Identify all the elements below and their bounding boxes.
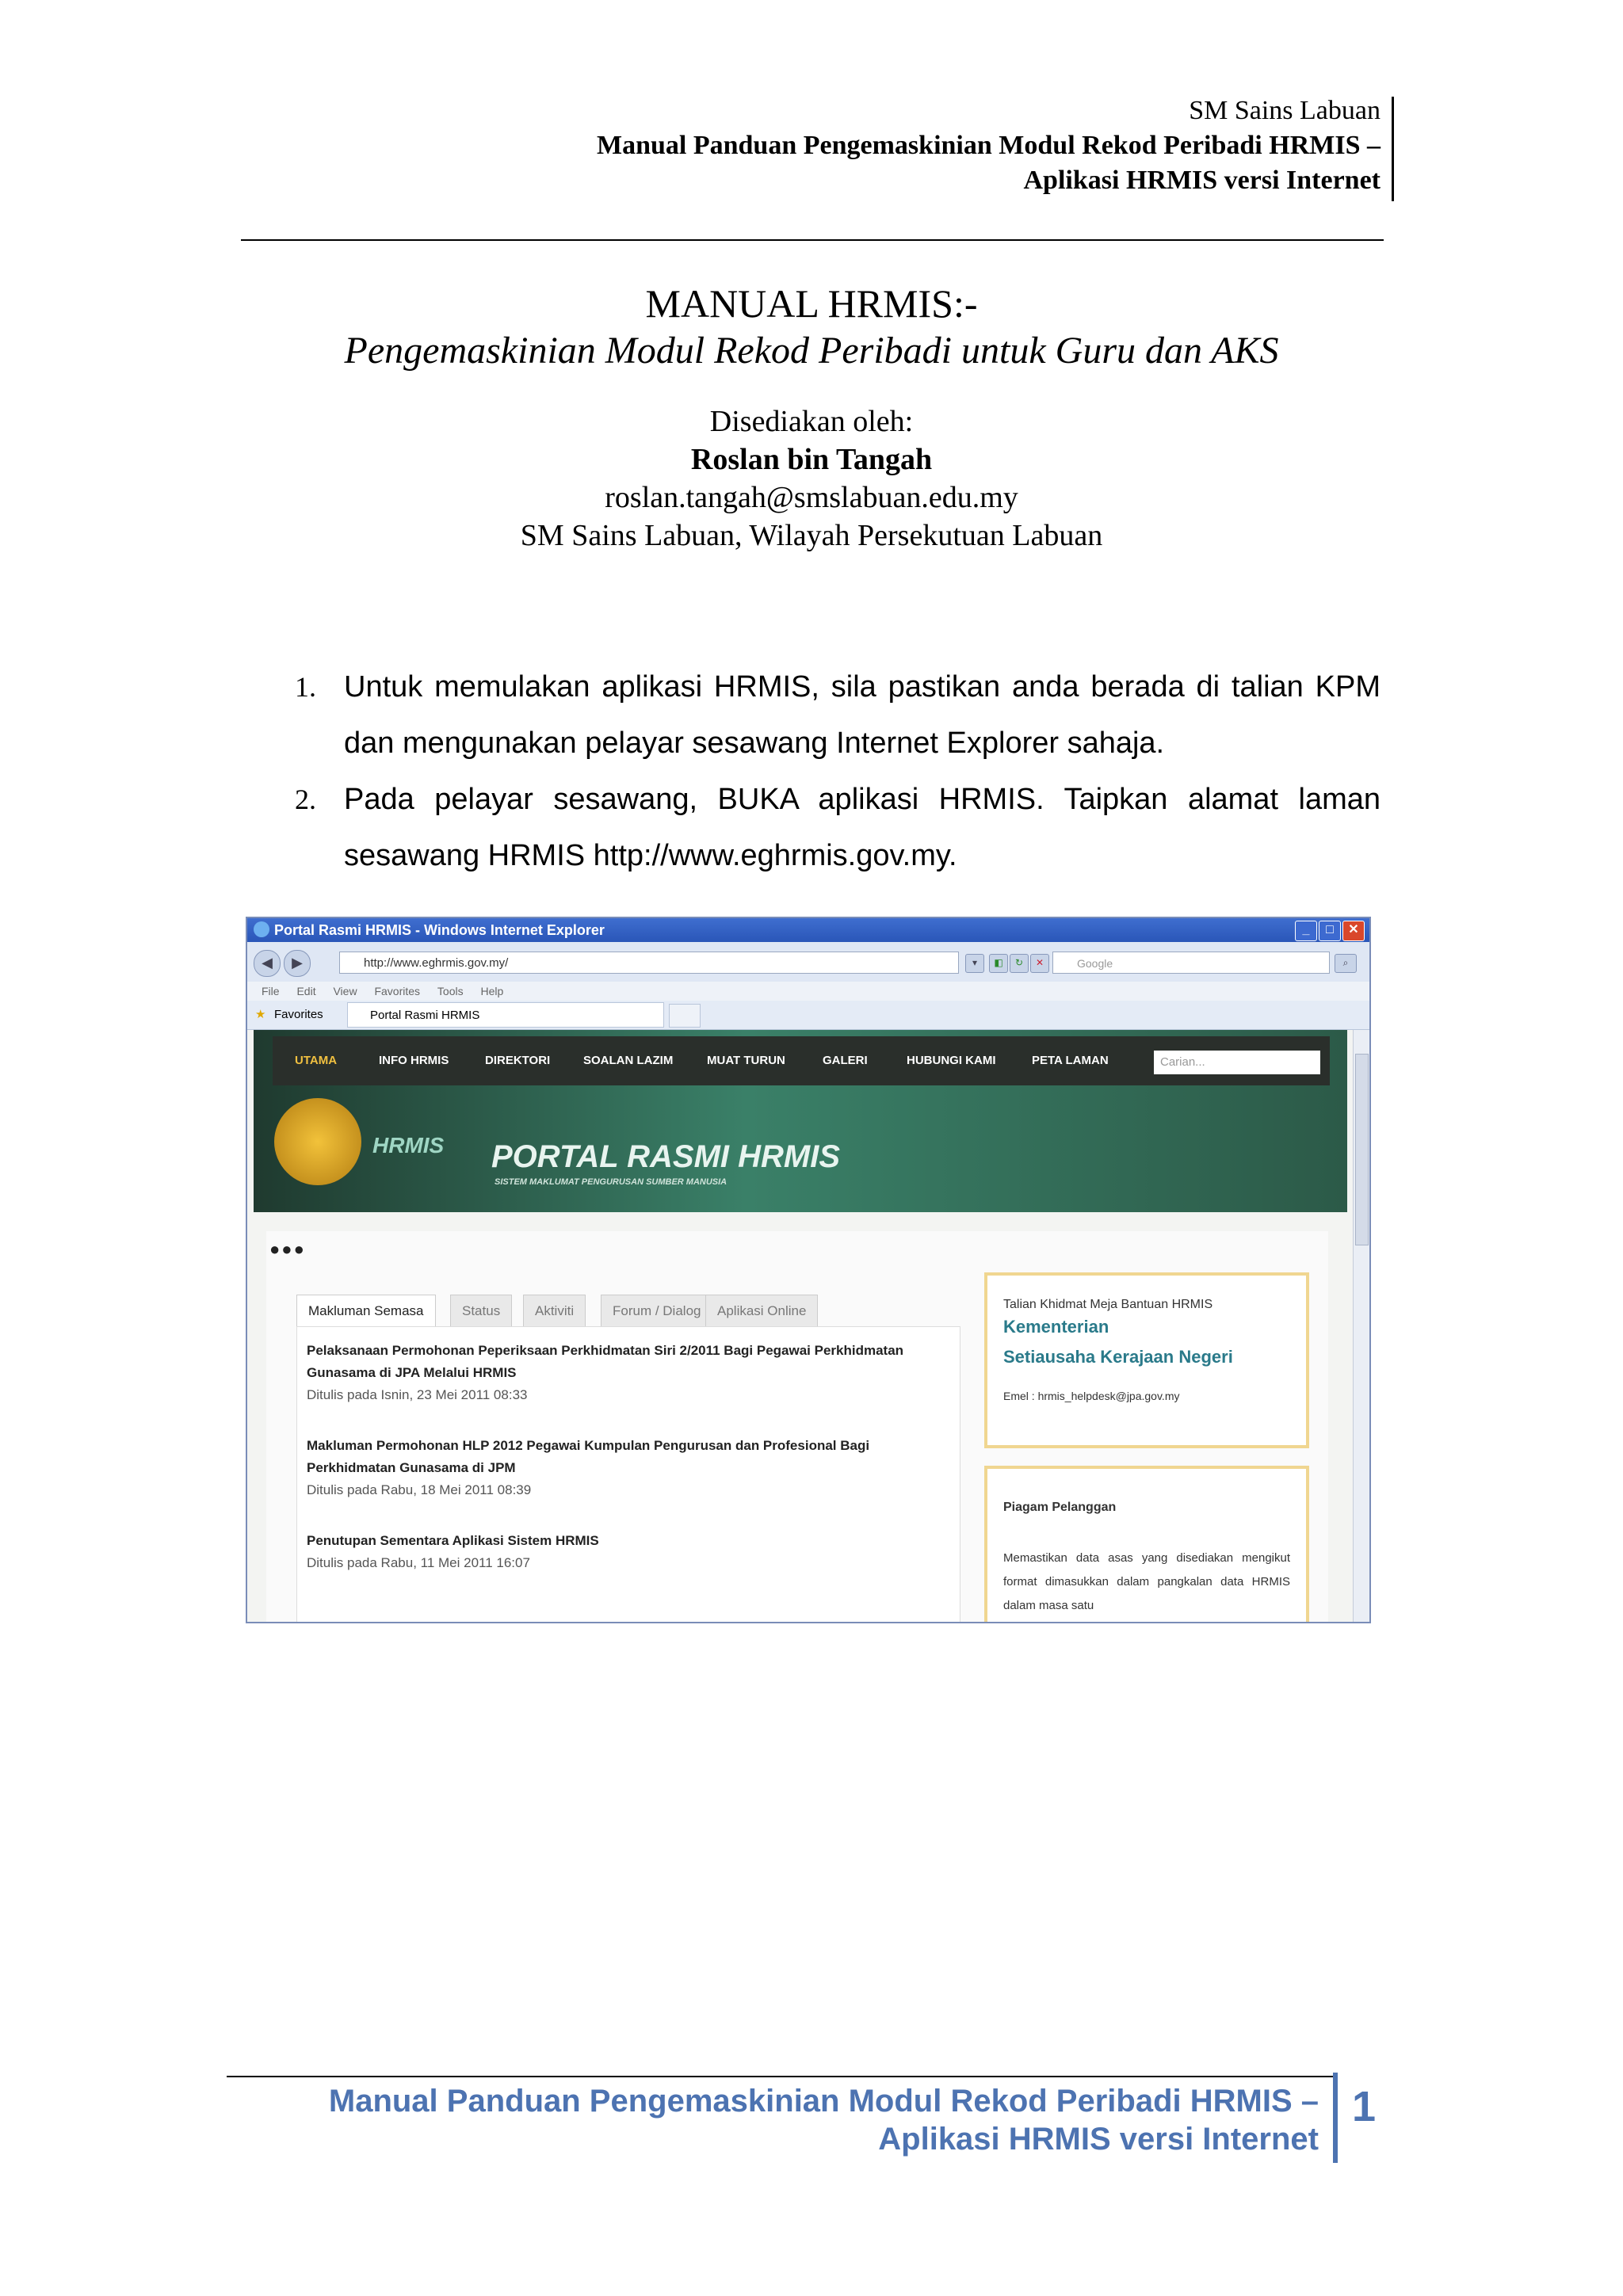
tab-aktiviti[interactable]: Aktiviti xyxy=(523,1295,586,1328)
header-rule xyxy=(241,239,1384,241)
tab-aplikasi-online[interactable]: Aplikasi Online xyxy=(705,1295,818,1328)
footer-line1: Manual Panduan Pengemaskinian Modul Rekod Peribadi HRMIS – xyxy=(328,2084,1319,2119)
header-vertical-bar xyxy=(1392,97,1394,201)
helpdesk-heading: Talian Khidmat Meja Bantuan HRMIS xyxy=(1003,1298,1213,1311)
new-tab-button[interactable] xyxy=(669,1004,701,1028)
site-nav xyxy=(273,1036,1330,1085)
tab-makluman-semasa[interactable]: Makluman Semasa xyxy=(296,1295,436,1328)
page-number: 1 xyxy=(1352,2083,1377,2130)
nav-soalan-lazim[interactable]: SOALAN LAZIM xyxy=(583,1054,674,1067)
news-date: Ditulis pada Rabu, 18 Mei 2011 08:39 xyxy=(307,1482,532,1497)
refresh-icon[interactable]: ↻ xyxy=(1010,954,1029,973)
nav-direktori[interactable]: DIREKTORI xyxy=(485,1054,551,1067)
piagam-text: Memastikan data asas yang disediakan mengikut format dimasukkan dalam pangkalan data HRMIS dalam masa satu xyxy=(1003,1551,1290,1612)
piagam-heading: Piagam Pelanggan xyxy=(1003,1501,1117,1514)
menu-help[interactable]: Help xyxy=(480,985,504,997)
document-subtitle: Pengemaskinian Modul Rekod Peribadi untuk Guru dan AKS xyxy=(344,330,1279,372)
list-item[interactable] xyxy=(307,1435,949,1501)
helpdesk-org-1[interactable]: Kementerian xyxy=(1003,1317,1109,1337)
favorites-bar xyxy=(247,1001,1369,1030)
menu-view[interactable]: View xyxy=(333,985,357,997)
scrollbar-thumb[interactable] xyxy=(1355,1054,1369,1245)
site-content xyxy=(266,1231,1328,1623)
page-viewport xyxy=(247,1030,1369,1623)
crest-logo xyxy=(274,1098,361,1185)
preparer-name: Roslan bin Tangah xyxy=(690,443,933,476)
address-bar[interactable]: http://www.eghrmis.gov.my/ xyxy=(339,952,959,974)
browser-screenshot xyxy=(246,917,1371,1623)
star-icon: ★ xyxy=(255,1008,266,1021)
step-number: 1. xyxy=(295,671,316,703)
menu-favorites[interactable]: Favorites xyxy=(374,985,421,997)
list-item xyxy=(295,772,1381,884)
search-icon[interactable]: ⌕ xyxy=(1335,954,1357,973)
browser-search-input[interactable]: Google xyxy=(1052,952,1330,974)
menu-file[interactable]: File xyxy=(262,985,280,997)
browser-tab[interactable]: Portal Rasmi HRMIS xyxy=(347,1002,664,1028)
step-text: Pada pelayar sesawang, BUKA aplikasi HRMIS. Taipkan alamat laman sesawang HRMIS http://www.eghrmis.gov.my. xyxy=(344,783,1381,872)
header-line1: Manual Panduan Pengemaskinian Modul Rekod Peribadi HRMIS – xyxy=(596,131,1381,160)
steps-list xyxy=(295,659,1381,884)
window-title: Portal Rasmi HRMIS - Windows Internet Explorer xyxy=(274,922,605,938)
preparer-email: roslan.tangah@smslabuan.edu.my xyxy=(605,481,1018,514)
nav-galeri[interactable]: GALERI xyxy=(823,1054,868,1067)
page-footer xyxy=(329,2082,1319,2158)
preparer-label: Disediakan oleh: xyxy=(709,405,914,438)
header-school: SM Sains Labuan xyxy=(1189,96,1381,125)
footer-vertical-bar xyxy=(1333,2073,1338,2163)
page-header xyxy=(597,93,1381,198)
page-scrollbar[interactable] xyxy=(1353,1030,1369,1623)
nav-info-hrmis[interactable]: INFO HRMIS xyxy=(379,1054,449,1067)
maximize-icon[interactable]: □ xyxy=(1319,921,1341,941)
list-item xyxy=(295,659,1381,772)
hrmis-logo-word: HRMIS xyxy=(372,1133,445,1158)
compat-icon[interactable]: ◧ xyxy=(989,954,1008,973)
news-title[interactable]: Makluman Permohonan HLP 2012 Pegawai Kumpulan Pengurusan dan Profesional Bagi Perkhidmatan Gunasama di JPM xyxy=(307,1438,870,1475)
menu-tools[interactable]: Tools xyxy=(437,985,464,997)
helpdesk-panel xyxy=(984,1272,1309,1448)
list-item[interactable] xyxy=(307,1340,949,1406)
site-banner xyxy=(254,1030,1347,1212)
nav-muat-turun[interactable]: MUAT TURUN xyxy=(707,1054,785,1067)
step-text: Untuk memulakan aplikasi HRMIS, sila pastikan anda berada di talian KPM dan mengunakan pelayar sesawang Internet Explorer sahaja. xyxy=(344,670,1381,760)
nav-peta-laman[interactable]: PETA LAMAN xyxy=(1032,1054,1109,1067)
stop-icon[interactable]: ✕ xyxy=(1030,954,1049,973)
browser-toolbar xyxy=(247,942,1369,982)
header-line2: Aplikasi HRMIS versi Internet xyxy=(1023,166,1381,195)
forward-icon[interactable]: ▶ xyxy=(284,950,311,977)
menu-bar xyxy=(247,982,1369,1001)
document-title: MANUAL HRMIS:- xyxy=(645,281,978,326)
tab-forum-dialog[interactable]: Forum / Dialog xyxy=(601,1295,712,1328)
dropdown-icon[interactable]: ▾ xyxy=(965,954,984,973)
nav-utama[interactable]: UTAMA xyxy=(295,1054,338,1067)
tab-status[interactable]: Status xyxy=(450,1295,512,1328)
step-number: 2. xyxy=(295,784,316,815)
nav-hubungi-kami[interactable]: HUBUNGI KAMI xyxy=(907,1054,996,1067)
footer-rule xyxy=(227,2076,1335,2077)
news-date: Ditulis pada Rabu, 11 Mei 2011 16:07 xyxy=(307,1555,530,1570)
helpdesk-email: Emel : hrmis_helpdesk@jpa.gov.my xyxy=(1003,1390,1180,1402)
back-icon[interactable]: ◀ xyxy=(254,950,281,977)
preparer-org: SM Sains Labuan, Wilayah Persekutuan Labuan xyxy=(520,519,1103,552)
portal-title: PORTAL RASMI HRMIS xyxy=(491,1139,841,1174)
helpdesk-org-2[interactable]: Setiausaha Kerajaan Negeri xyxy=(1003,1347,1233,1367)
footer-line2: Aplikasi HRMIS versi Internet xyxy=(878,2122,1319,2157)
window-titlebar xyxy=(247,918,1369,942)
news-title[interactable]: Penutupan Sementara Aplikasi Sistem HRMIS xyxy=(307,1533,599,1548)
favorites-button[interactable]: Favorites xyxy=(274,1008,323,1021)
slider-dots-icon[interactable]: ●●● xyxy=(269,1239,306,1259)
ie-logo-icon xyxy=(254,921,269,937)
piagam-panel xyxy=(984,1466,1309,1623)
news-title[interactable]: Pelaksanaan Permohonan Peperiksaan Perkhidmatan Siri 2/2011 Bagi Pegawai Perkhidmatan Gunasama di JPA Melalui HRMIS xyxy=(307,1343,904,1380)
menu-edit[interactable]: Edit xyxy=(296,985,316,997)
site-search-input[interactable]: Carian... xyxy=(1154,1051,1320,1074)
portal-subtitle: SISTEM MAKLUMAT PENGURUSAN SUMBER MANUSIA xyxy=(495,1177,727,1187)
close-icon[interactable]: ✕ xyxy=(1342,921,1365,941)
news-list xyxy=(296,1326,960,1623)
preparer-block xyxy=(0,402,1623,555)
minimize-icon[interactable]: _ xyxy=(1295,921,1317,941)
news-date: Ditulis pada Isnin, 23 Mei 2011 08:33 xyxy=(307,1387,528,1402)
list-item[interactable] xyxy=(307,1530,949,1574)
